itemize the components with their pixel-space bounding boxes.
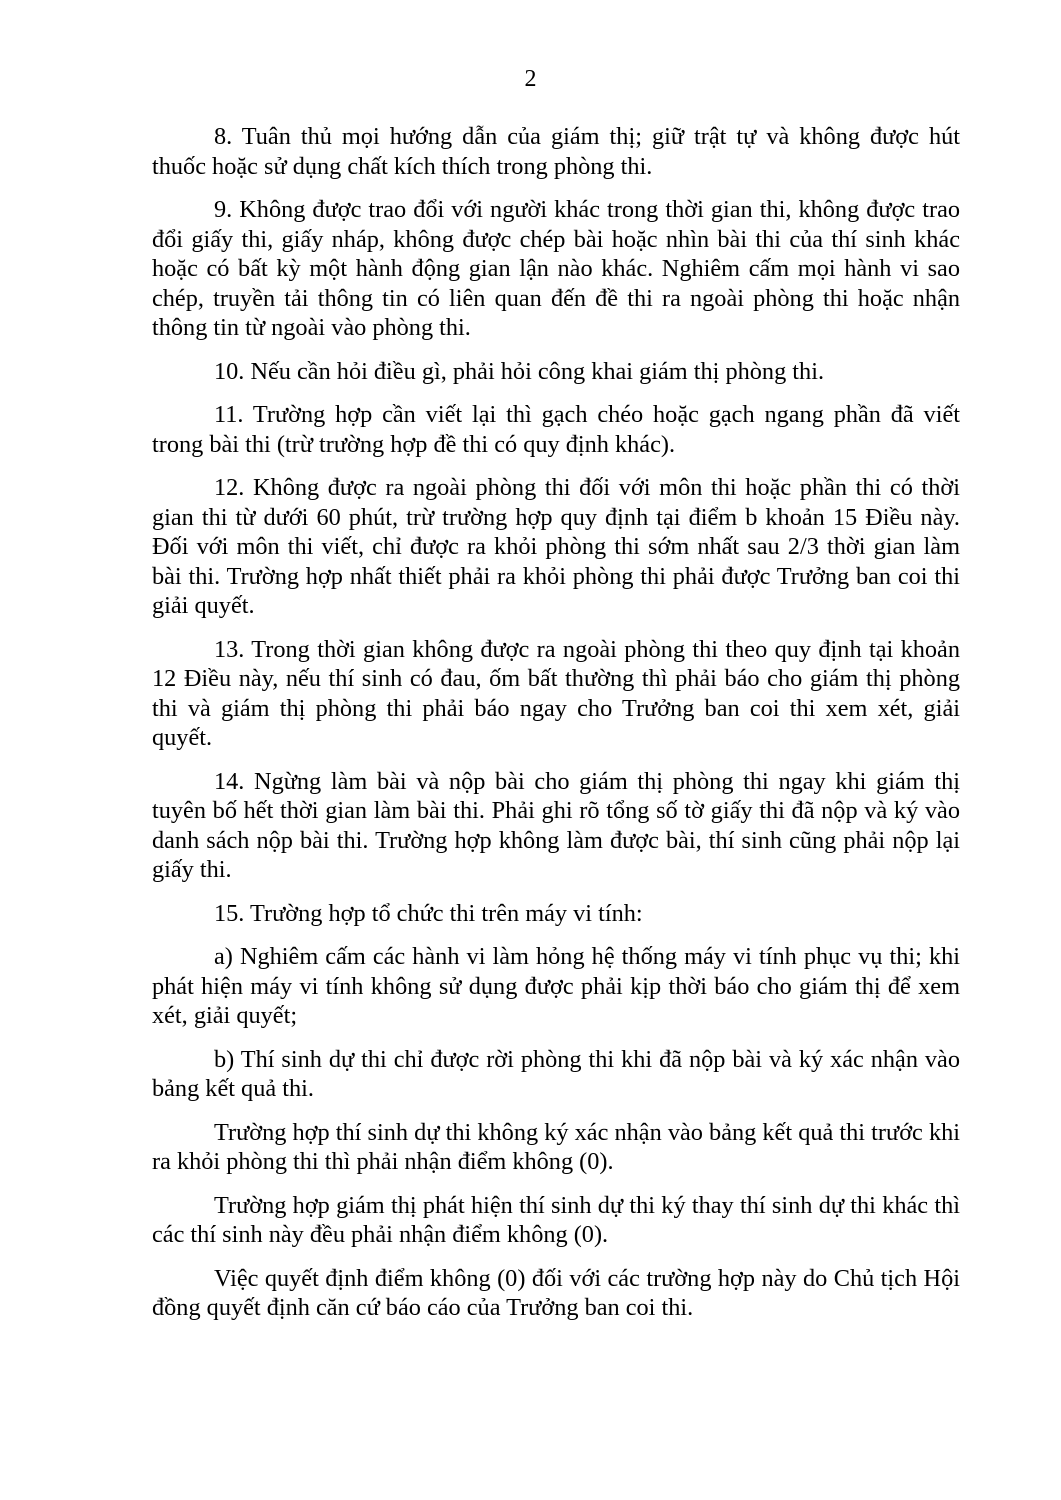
paragraph-item-11: 11. Trường hợp cần viết lại thì gạch chéo hoặc gạch ngang phần đã viết trong bài thi (trừ trường hợp đề thi có quy định khác). <box>152 401 960 458</box>
document-body <box>152 122 960 1337</box>
paragraph-item-14: 14. Ngừng làm bài và nộp bài cho giám thị phòng thi ngay khi giám thị tuyên bố hết thời gian làm bài thi. Phải ghi rõ tổng số tờ giấy thi đã nộp và ký vào danh sách nộp bài thi. Trường hợp không làm được bài, thí sinh cũng phải nộp lại giấy thi. <box>152 767 960 883</box>
paragraph-item-15b: b) Thí sinh dự thi chỉ được rời phòng thi khi đã nộp bài và ký xác nhận vào bảng kết quả thi. <box>152 1045 960 1102</box>
paragraph-item-9: 9. Không được trao đổi với người khác trong thời gian thi, không được trao đổi giấy thi, giấy nháp, không được chép bài hoặc nhìn bài thi của thí sinh khác hoặc có bất kỳ một hành động gian lận nào khác. Nghiêm cấm mọi hành vi sao chép, truyền tải thông tin có liên quan đến đề thi ra ngoài phòng thi hoặc nhận thông tin từ ngoài vào phòng thi. <box>152 196 960 341</box>
paragraph-item-12: 12. Không được ra ngoài phòng thi đối với môn thi hoặc phần thi có thời gian thi từ dưới 60 phút, trừ trường hợp quy định tại điểm b khoản 15 Điều này. Đối với môn thi viết, chỉ được ra khỏi phòng thi sớm nhất sau 2/3 thời gian làm bài thi. Trường hợp nhất thiết phải ra khỏi phòng thi phải được Trưởng ban coi thi giải quyết. <box>152 474 960 619</box>
paragraph-zero-score-decision: Việc quyết định điểm không (0) đối với các trường hợp này do Chủ tịch Hội đồng quyết định căn cứ báo cáo của Trưởng ban coi thi. <box>152 1264 960 1321</box>
paragraph-case-unsigned: Trường hợp thí sinh dự thi không ký xác nhận vào bảng kết quả thi trước khi ra khỏi phòng thi thì phải nhận điểm không (0). <box>152 1118 960 1175</box>
paragraph-item-15a: a) Nghiêm cấm các hành vi làm hỏng hệ thống máy vi tính phục vụ thi; khi phát hiện máy vi tính không sử dụng được phải kịp thời báo cho giám thị để xem xét, giải quyết; <box>152 943 960 1029</box>
paragraph-item-15: 15. Trường hợp tổ chức thi trên máy vi tính: <box>214 899 643 927</box>
page-number: 2 <box>524 66 537 92</box>
paragraph-item-10: 10. Nếu cần hỏi điều gì, phải hỏi công khai giám thị phòng thi. <box>214 357 825 385</box>
paragraph-item-13: 13. Trong thời gian không được ra ngoài phòng thi theo quy định tại khoản 12 Điều này, nếu thí sinh có đau, ốm bất thường thì phải báo cho giám thị phòng thi và giám thị phòng thi phải báo ngay cho Trưởng ban coi thi xem xét, giải quyết. <box>152 635 960 751</box>
paragraph-case-proxy-signature: Trường hợp giám thị phát hiện thí sinh dự thi ký thay thí sinh dự thi khác thì các thí sinh này đều phải nhận điểm không (0). <box>152 1191 960 1248</box>
paragraph-item-8: 8. Tuân thủ mọi hướng dẫn của giám thị; giữ trật tự và không được hút thuốc hoặc sử dụng chất kích thích trong phòng thi. <box>152 123 960 180</box>
